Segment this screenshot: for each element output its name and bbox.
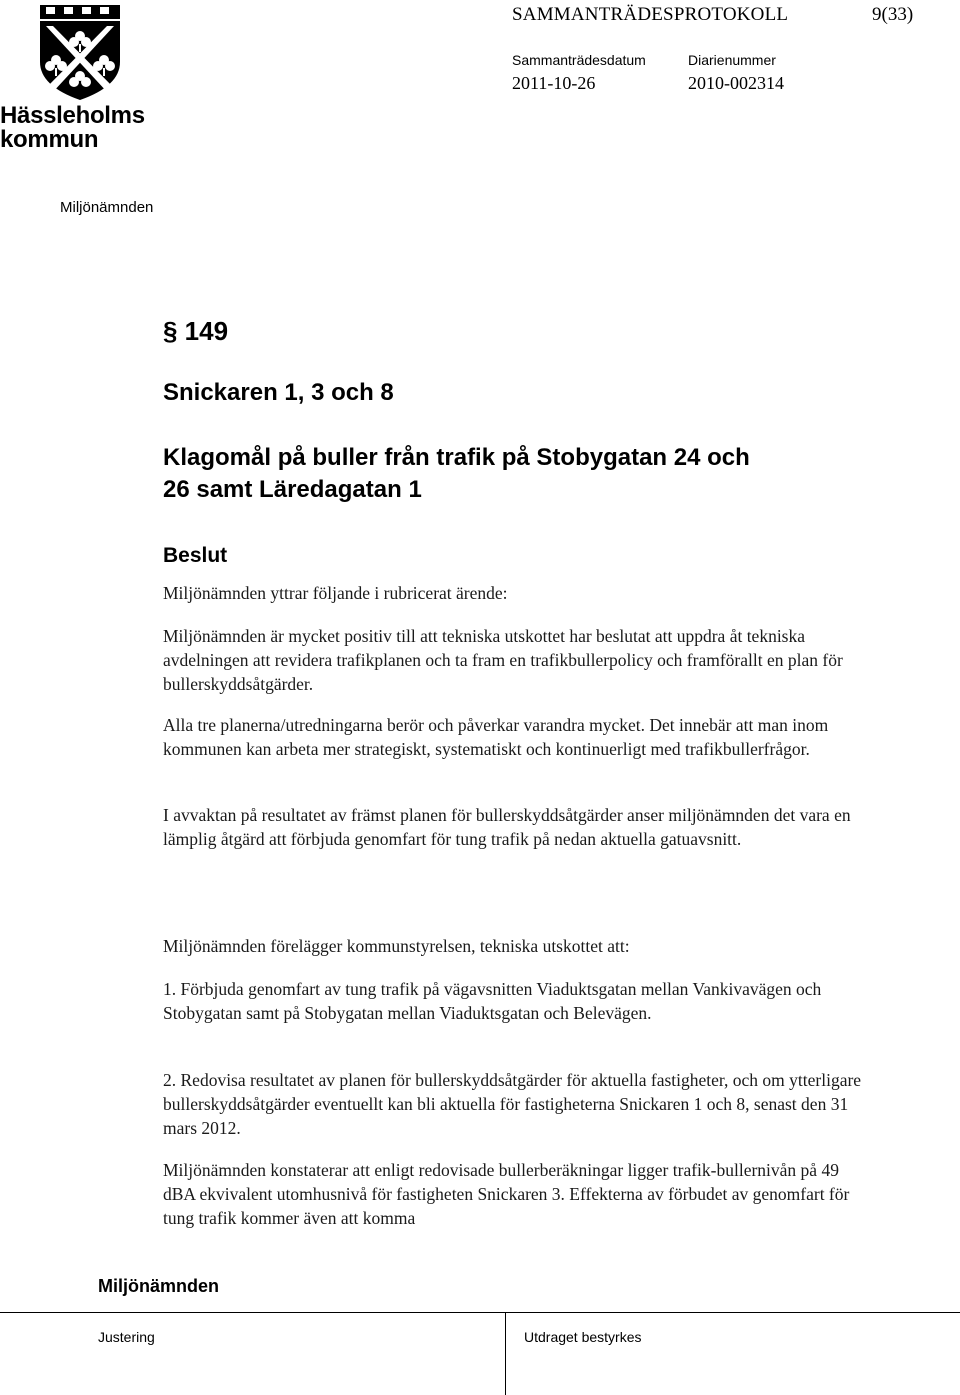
matter-title bbox=[163, 442, 750, 506]
municipality-name bbox=[0, 104, 145, 152]
order-item-1: 1. Förbjuda genomfart av tung trafik på vägavsnitten Viaduktsgatan mellan Vankivavägen och Stobygatan samt på Stobygatan mellan Viaduktsgatan och Belevägen. bbox=[163, 979, 822, 1023]
committee-name: Miljönämnden bbox=[60, 199, 154, 216]
paragraph-order: Miljönämnden förelägger kommunstyrelsen, tekniska utskottet att: bbox=[163, 936, 630, 956]
diary-number: 2010-002314 bbox=[688, 73, 784, 93]
order-item-2: 2. Redovisa resultatet av planen för bullerskyddsåtgärder för aktuella fastigheter, och om ytterligare bullerskyddsåtgärder eventuellt kan bli aktuella för fastigheterna Snickaren 1 och 8, senast den 31 mars 2012. bbox=[163, 1070, 862, 1138]
paragraph-waiting: I avvaktan på resultatet av främst planen för bullerskyddsåtgärder anser miljönämnden det vara en lämplig åtgärd att förbjuda genomfart för tung trafik på nedan aktuella gatuavsnitt. bbox=[163, 805, 851, 849]
decision-heading: Beslut bbox=[163, 544, 228, 567]
document-type: SAMMANTRÄDESPROTOKOLL bbox=[512, 4, 789, 25]
coat-of-arms-icon bbox=[0, 0, 150, 104]
page-number: 9(33) bbox=[872, 4, 914, 25]
meeting-date: 2011-10-26 bbox=[512, 73, 596, 93]
section-number: § 149 bbox=[163, 316, 229, 346]
footer-column-divider bbox=[505, 1312, 506, 1395]
matter-title-line-1: Klagomål på buller från trafik på Stobygatan 24 och bbox=[163, 444, 750, 471]
footer-divider bbox=[0, 1312, 960, 1313]
logo-line-2: kommun bbox=[0, 126, 99, 153]
adjustment-label: Justering bbox=[98, 1329, 155, 1345]
property-heading: Snickaren 1, 3 och 8 bbox=[163, 379, 394, 406]
logo-line-1: Hässleholms bbox=[0, 102, 145, 129]
diary-number-label: Diarienummer bbox=[688, 52, 776, 68]
paragraph-noise-level: Miljönämnden konstaterar att enligt redovisade bullerberäkningar ligger trafik-bullernivån på 49 dBA ekvivalent utomhusnivå för fastigheten Snickaren 3. Effekterna av förbudet av genomfart för tung trafik kommer även att komma bbox=[163, 1160, 850, 1228]
meeting-date-label: Sammanträdesdatum bbox=[512, 52, 646, 68]
certified-label: Utdraget bestyrkes bbox=[524, 1329, 642, 1345]
matter-title-line-2: 26 samt Läredagatan 1 bbox=[163, 476, 422, 503]
footer-committee: Miljönämnden bbox=[98, 1276, 219, 1296]
paragraph-plans: Alla tre planerna/utredningarna berör och påverkar varandra mycket. Det innebär att man inom kommunen kan arbeta mer strategiskt, systematiskt och kontinuerligt med trafikbullerfrågor. bbox=[163, 715, 829, 759]
paragraph-positive: Miljönämnden är mycket positiv till att tekniska utskottet har beslutat att uppdra åt tekniska avdelningen att revidera trafikplanen och ta fram en trafikbullerpolicy och framförallt en plan för bullerskyddsåtgärder. bbox=[163, 626, 843, 694]
paragraph-intro: Miljönämnden yttrar följande i rubricerat ärende: bbox=[163, 583, 508, 603]
